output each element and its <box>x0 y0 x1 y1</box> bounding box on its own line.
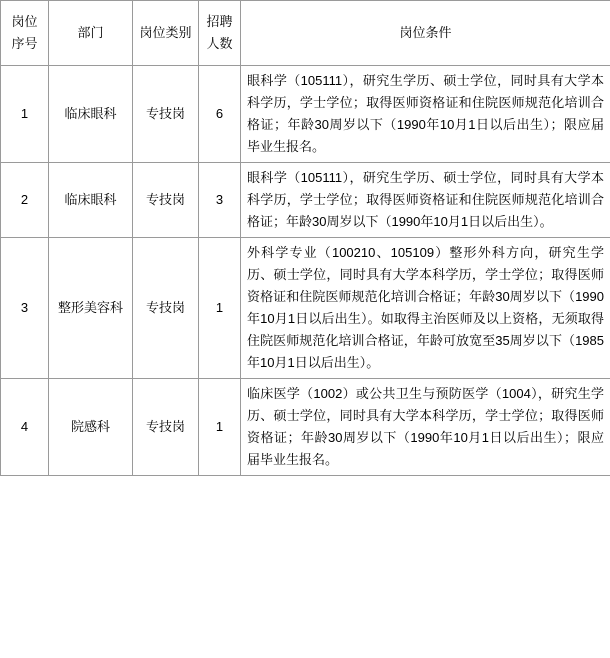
cell-count: 3 <box>199 163 241 238</box>
cell-department: 院感科 <box>49 379 133 476</box>
column-header-count: 招聘人数 <box>199 1 241 66</box>
cell-type: 专技岗 <box>133 238 199 379</box>
cell-seq: 1 <box>1 66 49 163</box>
table-row <box>1 238 610 379</box>
cell-department: 临床眼科 <box>49 66 133 163</box>
table-row <box>1 163 610 238</box>
cell-type: 专技岗 <box>133 66 199 163</box>
column-header-type: 岗位类别 <box>133 1 199 66</box>
table-header-row <box>1 1 610 66</box>
cell-seq: 3 <box>1 238 49 379</box>
cell-count: 1 <box>199 379 241 476</box>
column-header-seq: 岗位序号 <box>1 1 49 66</box>
cell-count: 6 <box>199 66 241 163</box>
table-header <box>1 1 610 66</box>
cell-seq: 2 <box>1 163 49 238</box>
table-row <box>1 66 610 163</box>
cell-department: 临床眼科 <box>49 163 133 238</box>
cell-conditions: 眼科学（105111），研究生学历、硕士学位，同时具有大学本科学历，学士学位；取得医师资格证和住院医师规范化培训合格证；年龄30周岁以下（1990年10月1日以后出生）；限应届毕业生报名。 <box>241 66 610 163</box>
cell-conditions: 外科学专业（100210、105109）整形外科方向，研究生学历、硕士学位，同时具有大学本科学历，学士学位；取得医师资格证和住院医师规范化培训合格证；年龄30周岁以下（1990年10月1日以后出生）。如取得主治医师及以上资格，无须取得住院医师规范化培训合格证，年龄可放宽至35周岁以下（1985年10月1日以后出生）。 <box>241 238 610 379</box>
cell-conditions: 临床医学（1002）或公共卫生与预防医学（1004），研究生学历、硕士学位，同时具有大学本科学历，学士学位；取得医师资格证；年龄30周岁以下（1990年10月1日以后出生）；限应届毕业生报名。 <box>241 379 610 476</box>
cell-count: 1 <box>199 238 241 379</box>
cell-department: 整形美容科 <box>49 238 133 379</box>
cell-type: 专技岗 <box>133 379 199 476</box>
table-body <box>1 66 610 476</box>
cell-seq: 4 <box>1 379 49 476</box>
cell-conditions: 眼科学（105111），研究生学历、硕士学位，同时具有大学本科学历，学士学位；取得医师资格证和住院医师规范化培训合格证；年龄30周岁以下（1990年10月1日以后出生）。 <box>241 163 610 238</box>
column-header-department: 部门 <box>49 1 133 66</box>
table-row <box>1 379 610 476</box>
column-header-conditions: 岗位条件 <box>241 1 610 66</box>
cell-type: 专技岗 <box>133 163 199 238</box>
